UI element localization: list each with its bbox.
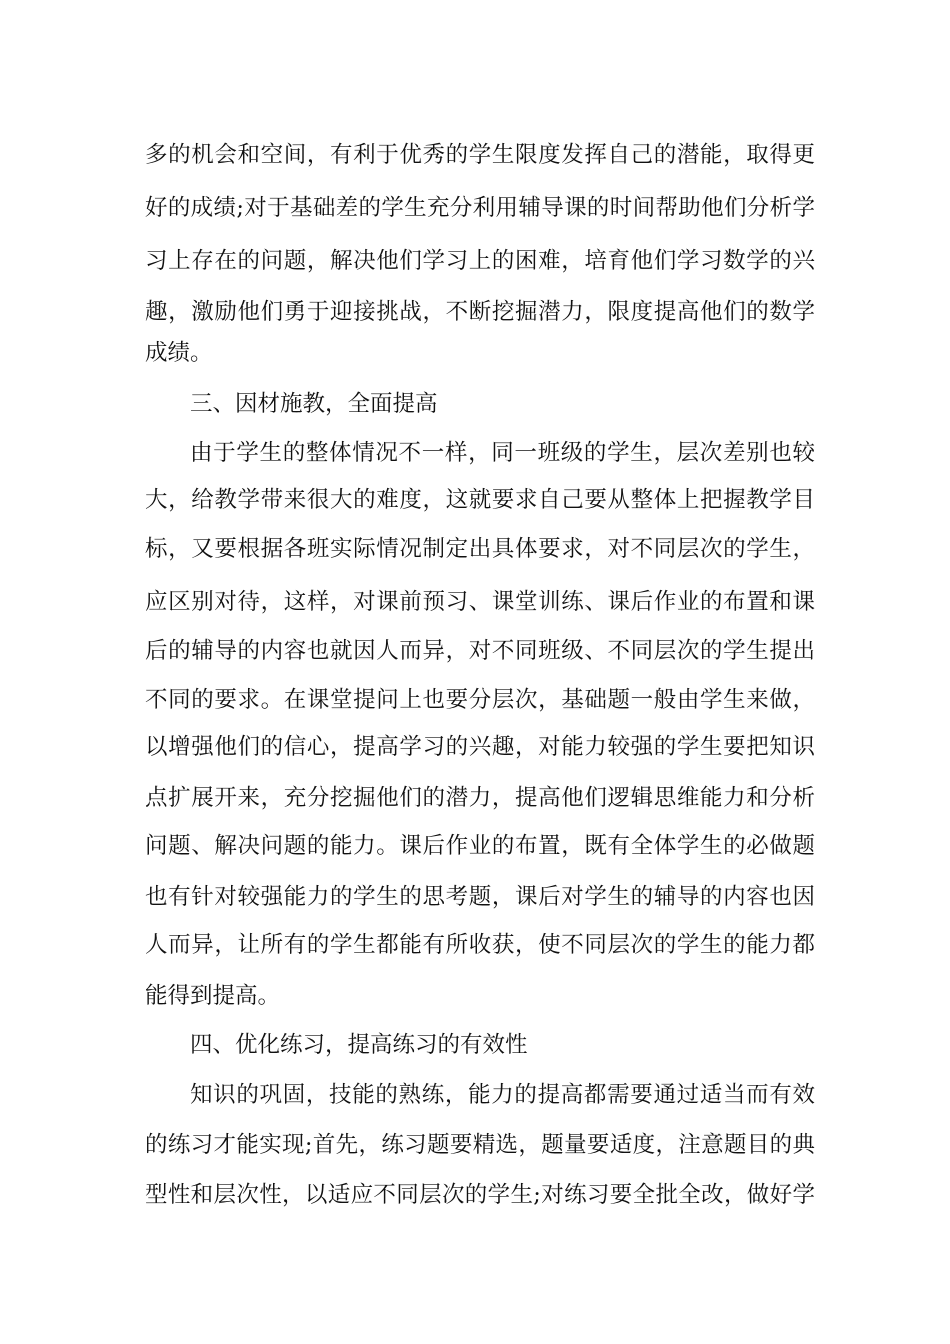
text-line: 不同的要求。在课堂提问上也要分层次，基础题一般由学生来做， <box>145 687 815 713</box>
text-line: 人而异，让所有的学生都能有所收获，使不同层次的学生的能力都 <box>145 932 815 958</box>
text-line: 问题、解决问题的能力。课后作业的布置，既有全体学生的必做题 <box>145 833 815 859</box>
text-line: 后的辅导的内容也就因人而异，对不同班级、不同层次的学生提出 <box>145 638 815 664</box>
text-line: 标，又要根据各班实际情况制定出具体要求，对不同层次的学生， <box>145 536 815 562</box>
section-heading: 四、优化练习，提高练习的有效性 <box>190 1032 528 1058</box>
text-line: 成绩。 <box>145 340 213 366</box>
text-line: 也有针对较强能力的学生的思考题，课后对学生的辅导的内容也因 <box>145 884 815 910</box>
text-line: 的练习才能实现;首先，练习题要精选，题量要适度，注意题目的典 <box>145 1132 815 1158</box>
text-line: 以增强他们的信心，提高学习的兴趣，对能力较强的学生要把知识 <box>145 734 815 760</box>
text-line: 习上存在的问题，解决他们学习上的困难，培育他们学习数学的兴 <box>145 248 815 274</box>
text-line: 好的成绩;对于基础差的学生充分利用辅导课的时间帮助他们分析学 <box>145 195 815 221</box>
text-line: 知识的巩固，技能的熟练，能力的提高都需要通过适当而有效 <box>190 1082 815 1108</box>
text-line: 应区别对待，这样，对课前预习、课堂训练、课后作业的布置和课 <box>145 589 815 615</box>
text-line: 能得到提高。 <box>145 983 281 1009</box>
section-heading: 三、因材施教，全面提高 <box>190 391 438 417</box>
text-line: 大，给教学带来很大的难度，这就要求自己要从整体上把握教学目 <box>145 487 815 513</box>
text-line: 型性和层次性，以适应不同层次的学生;对练习要全批全改，做好学 <box>145 1182 815 1208</box>
text-line: 由于学生的整体情况不一样，同一班级的学生，层次差别也较 <box>190 440 815 466</box>
text-line: 趣，激励他们勇于迎接挑战，不断挖掘潜力，限度提高他们的数学 <box>145 299 815 325</box>
text-line: 多的机会和空间，有利于优秀的学生限度发挥自己的潜能，取得更 <box>145 142 815 168</box>
text-line: 点扩展开来，充分挖掘他们的潜力，提高他们逻辑思维能力和分析 <box>145 785 815 811</box>
